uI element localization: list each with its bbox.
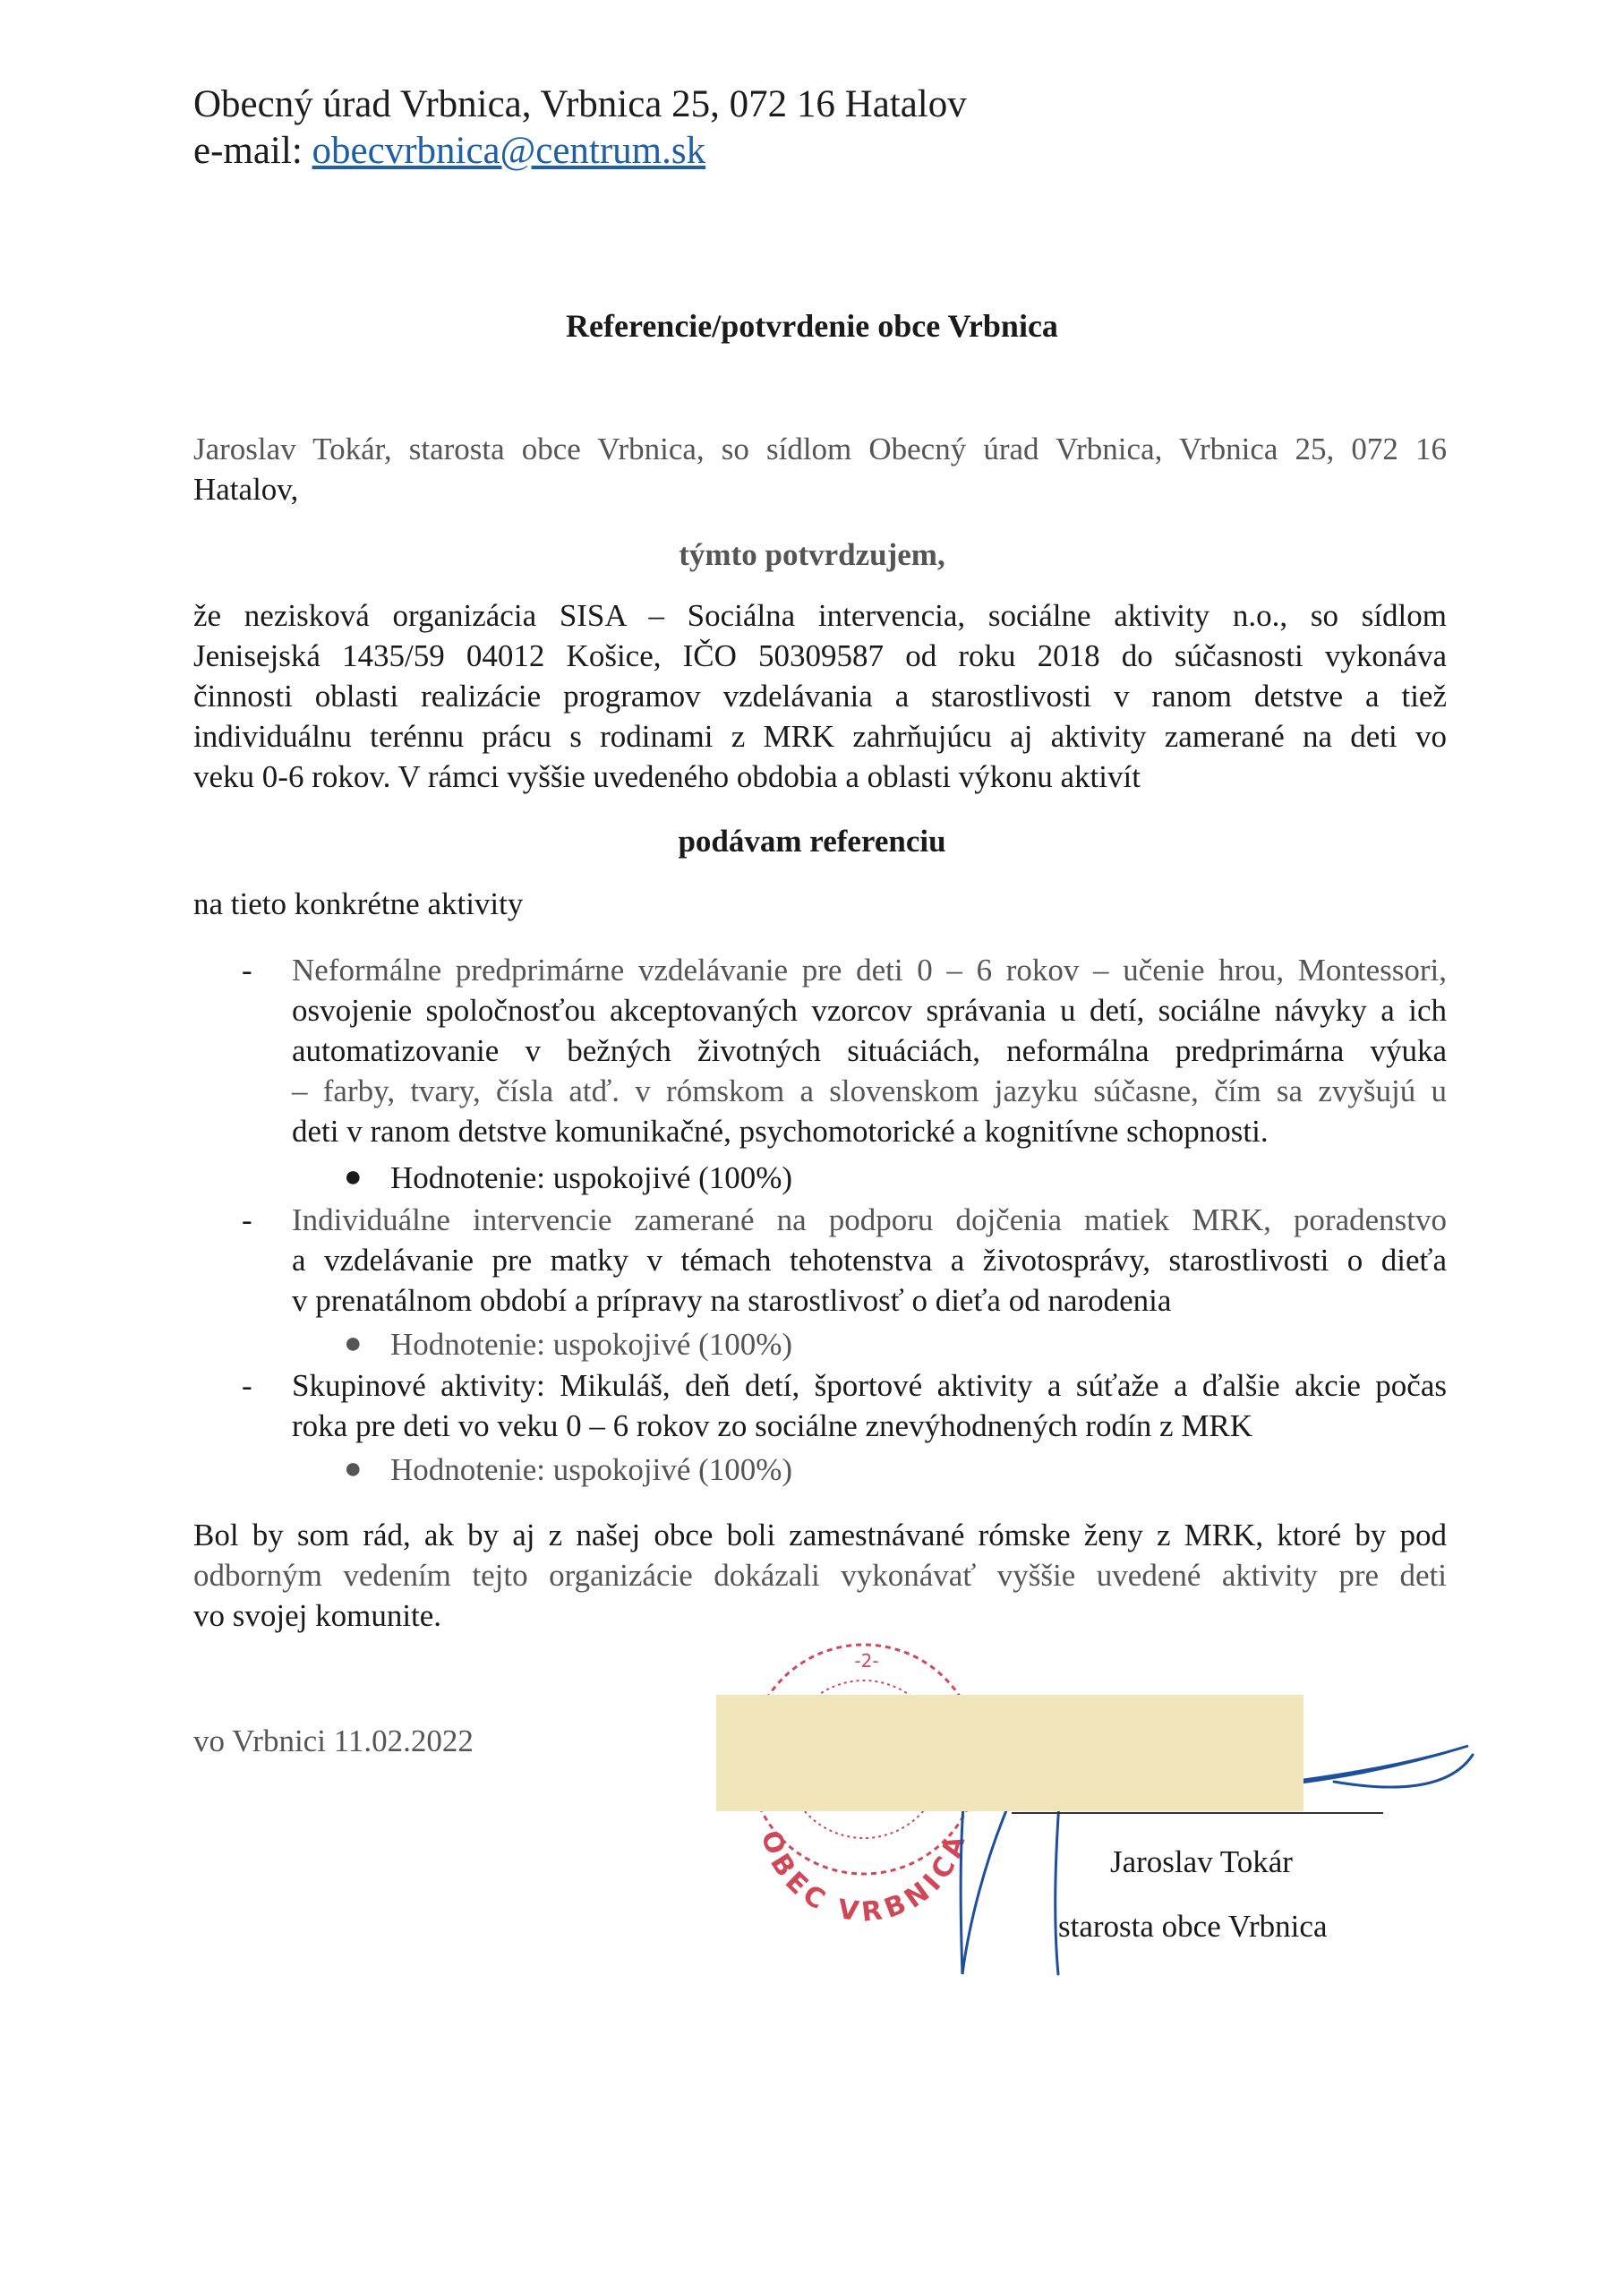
paragraph-1-line: veku 0-6 rokov. V rámci vyššie uvedeného obdobia a oblasti výkonu aktivít xyxy=(193,759,1141,794)
bullet-icon: ● xyxy=(344,1160,363,1193)
bullet-icon: ● xyxy=(344,1452,363,1485)
paragraph-1-line: že nezisková organizácia SISA – Sociálna intervencia, sociálne aktivity n.o., so sídlom xyxy=(193,598,1447,633)
list-dash: - xyxy=(242,1368,252,1403)
stamp-text: OBEC VRBNICA xyxy=(754,1826,974,1929)
activity-3-line: roka pre deti vo veku 0 – 6 rokov zo sociálne znevýhodnených rodín z MRK xyxy=(292,1408,1253,1443)
activity-1-line: automatizovanie v bežných životných situáciách, neformálna predprimárna výuka xyxy=(292,1033,1447,1068)
activity-1-rating: Hodnotenie: uspokojivé (100%) xyxy=(390,1160,793,1195)
closing-line: Bol by som rád, ak by aj z našej obce boli zamestnávané rómske ženy z MRK, ktoré by pod xyxy=(193,1518,1447,1552)
activity-2-line: v prenatálnom období a prípravy na starostlivosť o dieťa od narodenia xyxy=(292,1283,1172,1318)
activity-3-line: Skupinové aktivity: Mikuláš, deň detí, športové aktivity a súťaže a ďalšie akcie počas xyxy=(292,1368,1447,1403)
activity-3-rating: Hodnotenie: uspokojivé (100%) xyxy=(390,1452,793,1487)
office-address: Obecný úrad Vrbnica, Vrbnica 25, 072 16 Hatalov xyxy=(193,83,967,125)
closing-line: odborným vedením tejto organizácie dokázali vykonávať vyššie uvedené aktivity pre deti xyxy=(193,1558,1447,1593)
intro-line-2: Hatalov, xyxy=(193,472,299,507)
paragraph-1-line: činnosti oblasti realizácie programov vzdelávania a starostlivosti v ranom detstve a tiež xyxy=(193,679,1447,714)
email-label: e-mail: xyxy=(193,130,312,172)
document-title: Referencie/potvrdenie obce Vrbnica xyxy=(566,308,1058,344)
bullet-icon: ● xyxy=(344,1327,363,1360)
closing-line: vo svojej komunite. xyxy=(193,1598,442,1633)
place-date: vo Vrbnici 11.02.2022 xyxy=(193,1723,474,1758)
reference-heading: podávam referenciu xyxy=(678,824,946,859)
activity-2-rating: Hodnotenie: uspokojivé (100%) xyxy=(390,1327,793,1362)
intro-line-1: Jaroslav Tokár, starosta obce Vrbnica, so sídlom Obecný úrad Vrbnica, Vrbnica 25, 072 16 xyxy=(193,432,1447,466)
stamp-number: -2- xyxy=(854,1650,879,1672)
activity-1-line: Neformálne predprimárne vzdelávanie pre deti 0 – 6 rokov – učenie hrou, Montessori, xyxy=(292,953,1447,988)
activity-2-line: a vzdelávanie pre matky v témach tehotenstva a životosprávy, starostlivosti o dieťa xyxy=(292,1243,1447,1278)
redaction-box xyxy=(716,1695,1303,1811)
paragraph-1-line: Jenisejská 1435/59 04012 Košice, IČO 50309587 od roku 2018 do súčasnosti vykonáva xyxy=(193,638,1447,673)
list-dash: - xyxy=(242,1202,252,1237)
signatory-role: starosta obce Vrbnica xyxy=(1058,1909,1328,1944)
signatory-name: Jaroslav Tokár xyxy=(1110,1844,1293,1879)
activity-1-line: deti v ranom detstve komunikačné, psychomotorické a kognitívne schopnosti. xyxy=(292,1114,1269,1149)
email-link[interactable]: obecvrbnica@centrum.sk xyxy=(312,130,706,172)
activity-1-line: osvojenie spoločnosťou akceptovaných vzorcov správania u detí, sociálne návyky a ich xyxy=(292,993,1447,1028)
activity-1-line: – farby, tvary, čísla atď. v rómskom a slovenskom jazyku súčasne, čím sa zvyšujú u xyxy=(292,1073,1447,1108)
activity-2-line: Individuálne intervencie zamerané na podporu dojčenia matiek MRK, poradenstvo xyxy=(292,1202,1447,1237)
list-dash: - xyxy=(242,953,252,988)
paragraph-1-line: individuálnu terénnu prácu s rodinami z MRK zahrňujúcu aj aktivity zamerané na deti vo xyxy=(193,719,1447,754)
confirm-heading: týmto potvrdzujem, xyxy=(679,537,945,572)
list-intro: na tieto konkrétne aktivity xyxy=(193,886,524,921)
